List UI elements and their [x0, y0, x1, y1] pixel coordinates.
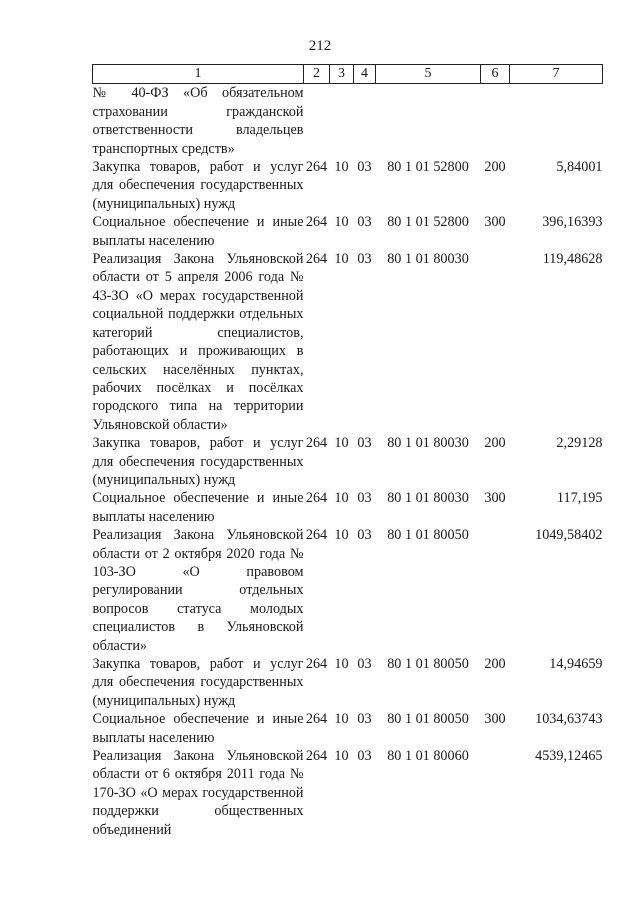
row-cell-c2 — [304, 84, 330, 158]
row-cell-c3: 10 — [334, 435, 349, 452]
row-cell-c7: 5,84001 — [556, 159, 603, 176]
row-cell-c4: 03 — [357, 656, 372, 672]
row-cell-c4: 03 — [357, 527, 372, 544]
row-cell-c3: 10 — [334, 656, 349, 672]
row-cell-c6 — [481, 250, 510, 434]
row-cell-c2: 264 — [305, 748, 328, 765]
row-description: Реализация Закона Ульяновской области от 6 октября 2011 года № 170-ЗО «О мерах государственной поддержки общественных объединений — [92, 748, 304, 838]
row-cell-c6: 200 — [484, 435, 506, 452]
row-cell-c5: 80 1 01 80030 — [387, 251, 469, 268]
row-cell-c2: 264 — [305, 251, 328, 268]
row-cell-c3: 10 — [334, 711, 349, 728]
column-header-5: 5 — [376, 65, 481, 84]
table-body — [93, 84, 603, 839]
column-header-3: 3 — [330, 65, 354, 84]
page-number: 212 — [308, 38, 332, 54]
row-cell-c5 — [376, 84, 481, 158]
table-row — [93, 655, 603, 710]
row-description: Социальное обеспечение и иные выплаты населению — [92, 711, 304, 746]
budget-table — [92, 64, 603, 839]
row-description: Закупка товаров, работ и услуг для обеспечения государственных (муниципальных) нужд — [92, 435, 304, 488]
row-cell-c5: 80 1 01 80060 — [387, 748, 469, 765]
row-description: Социальное обеспечение и иные выплаты населению — [92, 490, 304, 525]
table-row — [93, 710, 603, 747]
row-cell-c7: 1034,63743 — [535, 711, 603, 728]
row-cell-c3: 10 — [334, 527, 349, 544]
row-cell-c3: 10 — [334, 251, 349, 268]
row-cell-c5: 80 1 01 80050 — [387, 711, 469, 728]
row-cell-c3: 10 — [334, 748, 349, 765]
row-cell-c6 — [481, 84, 510, 158]
row-cell-c3 — [330, 84, 354, 158]
row-cell-c7: 1049,58402 — [535, 527, 603, 544]
row-cell-c6 — [481, 526, 510, 655]
column-header-6: 6 — [481, 65, 510, 84]
row-cell-c7 — [510, 84, 603, 158]
row-cell-c6: 300 — [484, 214, 506, 231]
row-description: Реализация Закона Ульяновской области от 2 октября 2020 года № 103-ЗО «О правовом регулировании отдельных вопросов статуса молодых специалистов в Ульяновской области» — [92, 527, 304, 654]
table-row — [93, 158, 603, 213]
row-cell-c7: 14,94659 — [549, 656, 603, 672]
row-cell-c2: 264 — [305, 435, 328, 452]
row-cell-c2: 264 — [305, 159, 328, 176]
row-cell-c2: 264 — [305, 214, 328, 231]
row-cell-c7: 119,48628 — [542, 251, 603, 268]
row-cell-c5: 80 1 01 80050 — [387, 656, 469, 672]
table-row — [93, 434, 603, 489]
table-row — [93, 747, 603, 839]
row-cell-c7: 396,16393 — [542, 214, 603, 231]
row-cell-c5: 80 1 01 80030 — [387, 490, 469, 507]
column-number-row — [93, 65, 603, 84]
row-cell-c5: 80 1 01 80050 — [387, 527, 469, 544]
row-description: Социальное обеспечение и иные выплаты населению — [92, 214, 304, 249]
row-cell-c3: 10 — [334, 159, 349, 176]
row-cell-c4: 03 — [357, 159, 372, 176]
row-description: Закупка товаров, работ и услуг для обеспечения государственных (муниципальных) нужд — [92, 159, 304, 212]
row-cell-c4: 03 — [357, 214, 372, 231]
row-cell-c2: 264 — [305, 711, 328, 728]
row-cell-c5: 80 1 01 52800 — [387, 159, 469, 176]
row-cell-c6: 200 — [484, 159, 506, 176]
row-cell-c4 — [354, 84, 376, 158]
row-cell-c7: 2,29128 — [556, 435, 603, 452]
row-cell-c7: 4539,12465 — [535, 748, 603, 765]
row-cell-c6: 200 — [484, 656, 506, 672]
row-description: № 40-ФЗ «Об обязательном страховании гражданской ответственности владельцев транспортных средств» — [92, 85, 304, 157]
table-row — [93, 213, 603, 250]
column-header-7: 7 — [510, 65, 603, 84]
row-cell-c2: 264 — [305, 656, 328, 672]
row-cell-c4: 03 — [357, 748, 372, 765]
row-cell-c3: 10 — [334, 490, 349, 507]
row-cell-c4: 03 — [357, 711, 372, 728]
row-cell-c4: 03 — [357, 251, 372, 268]
column-header-2: 2 — [304, 65, 330, 84]
row-cell-c5: 80 1 01 52800 — [387, 214, 469, 231]
row-cell-c4: 03 — [357, 490, 372, 507]
row-cell-c6: 300 — [484, 711, 506, 728]
row-cell-c2: 264 — [305, 527, 328, 544]
row-cell-c4: 03 — [357, 435, 372, 452]
table-row — [93, 250, 603, 434]
table-row — [93, 526, 603, 655]
table-row — [93, 489, 603, 526]
row-cell-c2: 264 — [305, 490, 328, 507]
row-cell-c5: 80 1 01 80030 — [387, 435, 469, 452]
table-row — [93, 84, 603, 158]
row-cell-c6: 300 — [484, 490, 506, 507]
row-description: Реализация Закона Ульяновской области от 5 апреля 2006 года № 43-ЗО «О мерах государственной социальной поддержки отдельных категорий специалистов, работающих и проживающих в сельских населённых пунктах, рабочих посёлках и посёлках городского типа на территории Ульяновской области» — [92, 251, 304, 433]
row-cell-c7: 117,195 — [556, 490, 603, 507]
row-cell-c3: 10 — [334, 214, 349, 231]
column-header-1: 1 — [93, 65, 304, 84]
row-description: Закупка товаров, работ и услуг для обеспечения государственных (муниципальных) нужд — [92, 656, 304, 709]
row-cell-c6 — [481, 747, 510, 839]
column-header-4: 4 — [354, 65, 376, 84]
